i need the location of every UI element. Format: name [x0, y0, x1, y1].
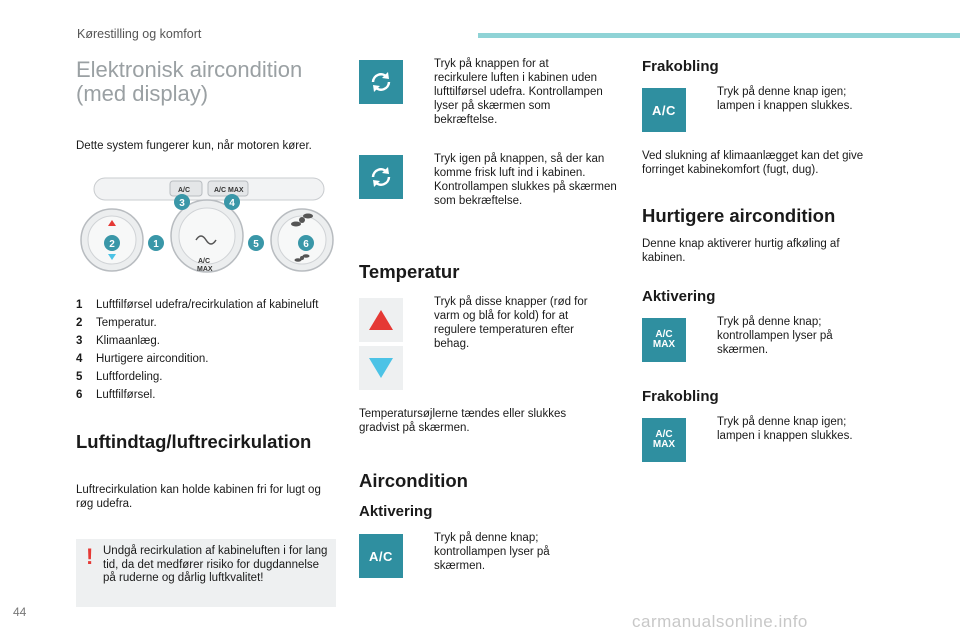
page-title	[76, 58, 356, 106]
recirculation-icon	[368, 69, 394, 95]
page-title-line1: Elektronisk aircondition	[76, 57, 303, 82]
warning-box	[76, 539, 336, 607]
triangle-down-icon	[368, 357, 394, 379]
svg-text:5: 5	[253, 239, 259, 250]
recirculation-button-2[interactable]	[359, 155, 403, 199]
ac-label: A/C	[652, 102, 676, 118]
svg-text:2: 2	[109, 239, 115, 250]
panel-top-label-ac: A/C	[178, 187, 191, 194]
fast-activation-bullet: Tryk på denne knap; kontrollampen lyser på skærmen.	[717, 316, 833, 356]
aircon-heading: Aircondition	[359, 470, 468, 491]
triangle-up-icon	[368, 309, 394, 331]
frakobling-bullet-1: Tryk på denne knap igen; lampen i knappen slukkes.	[717, 86, 853, 112]
climate-panel-illustration	[76, 170, 338, 280]
temp-down-button[interactable]	[359, 346, 403, 390]
section-header: Kørestilling og komfort	[77, 27, 202, 41]
svg-text:1: 1	[153, 239, 159, 250]
recirc-heading: Luftindtag/luftrecirkulation	[76, 431, 312, 452]
ac-max-label: A/C MAX	[652, 429, 676, 450]
temperature-note: Temperatursøjlerne tændes eller slukkes gradvist på skærmen.	[359, 408, 567, 434]
legend-item: 1 Luftfilførsel udefra/recirkulation af kabineluft	[76, 299, 319, 311]
warning-icon: !	[86, 544, 94, 569]
aircon-activation-bullet: Tryk på denne knap; kontrollampen lyser på skærmen.	[434, 532, 550, 572]
panel-top-label-acmax: A/C MAX	[214, 187, 244, 194]
fast-ac-heading: Hurtigere aircondition	[642, 205, 836, 226]
ac-button[interactable]	[359, 534, 403, 578]
legend-item: 4 Hurtigere aircondition.	[76, 353, 209, 365]
legend-item: 5 Luftfordeling.	[76, 371, 163, 383]
page-title-line2: (med display)	[76, 81, 209, 106]
frakobling-heading-1: Frakobling	[642, 58, 719, 75]
legend-item: 6 Luftfilførsel.	[76, 389, 156, 401]
svg-text:6: 6	[303, 239, 309, 250]
panel-center-label-1: A/C	[198, 258, 211, 265]
fast-activation-heading: Aktivering	[642, 288, 716, 305]
aircon-activation-heading: Aktivering	[359, 503, 433, 520]
panel-legend	[76, 298, 336, 406]
intro-text: Dette system fungerer kun, når motoren kører.	[76, 140, 312, 152]
ac-max-button[interactable]	[642, 318, 686, 362]
fast-deactivation-bullet: Tryk på denne knap igen; lampen i knappen slukkes.	[717, 416, 853, 442]
fast-ac-text: Denne knap aktiverer hurtig afkøling af kabinen.	[642, 238, 840, 264]
recirc-bullet-1: Tryk på knappen for at recirkulere luften i kabinen uden lufttilførsel udefra. Kontrollampen lyser på skærmen som bekræftelse.	[434, 58, 603, 126]
svg-text:3: 3	[179, 198, 185, 209]
warning-text: Undgå recirkulation af kabineluften i for lang tid, da det medfører risiko for dugdannelse på ruderne og dårlig luftkvalitet!	[103, 545, 328, 584]
temperature-heading: Temperatur	[359, 261, 460, 282]
svg-text:4: 4	[229, 198, 235, 209]
ac-off-button[interactable]	[642, 88, 686, 132]
page-number: 44	[13, 605, 27, 619]
recirc-text: Luftrecirkulation kan holde kabinen fri for lugt og røg udefra.	[76, 484, 321, 510]
ac-max-off-button[interactable]	[642, 418, 686, 462]
legend-item: 2 Temperatur.	[76, 317, 157, 329]
legend-item: 3 Klimaanlæg.	[76, 335, 160, 347]
ac-max-label: A/C MAX	[652, 329, 676, 350]
header-bar	[478, 33, 960, 38]
ac-label: A/C	[369, 548, 393, 564]
watermark: carmanualsonline.info	[632, 612, 808, 631]
frakobling-note: Ved slukning af klimaanlægget kan det give forringet kabinekomfort (fugt, dug).	[642, 150, 864, 176]
recirculation-button[interactable]	[359, 60, 403, 104]
fast-deactivation-heading: Frakobling	[642, 388, 719, 405]
recirc-bullet-2: Tryk igen på knappen, så der kan komme frisk luft ind i kabinen. Kontrollampen slukkes på skærmen som bekræftelse.	[434, 153, 617, 207]
temp-up-button[interactable]	[359, 298, 403, 342]
recirculation-icon	[368, 164, 394, 190]
panel-center-label-2: MAX	[197, 266, 213, 273]
temperature-bullet: Tryk på disse knapper (rød for varm og blå for kold) for at regulere temperaturen efter behag.	[434, 296, 588, 350]
